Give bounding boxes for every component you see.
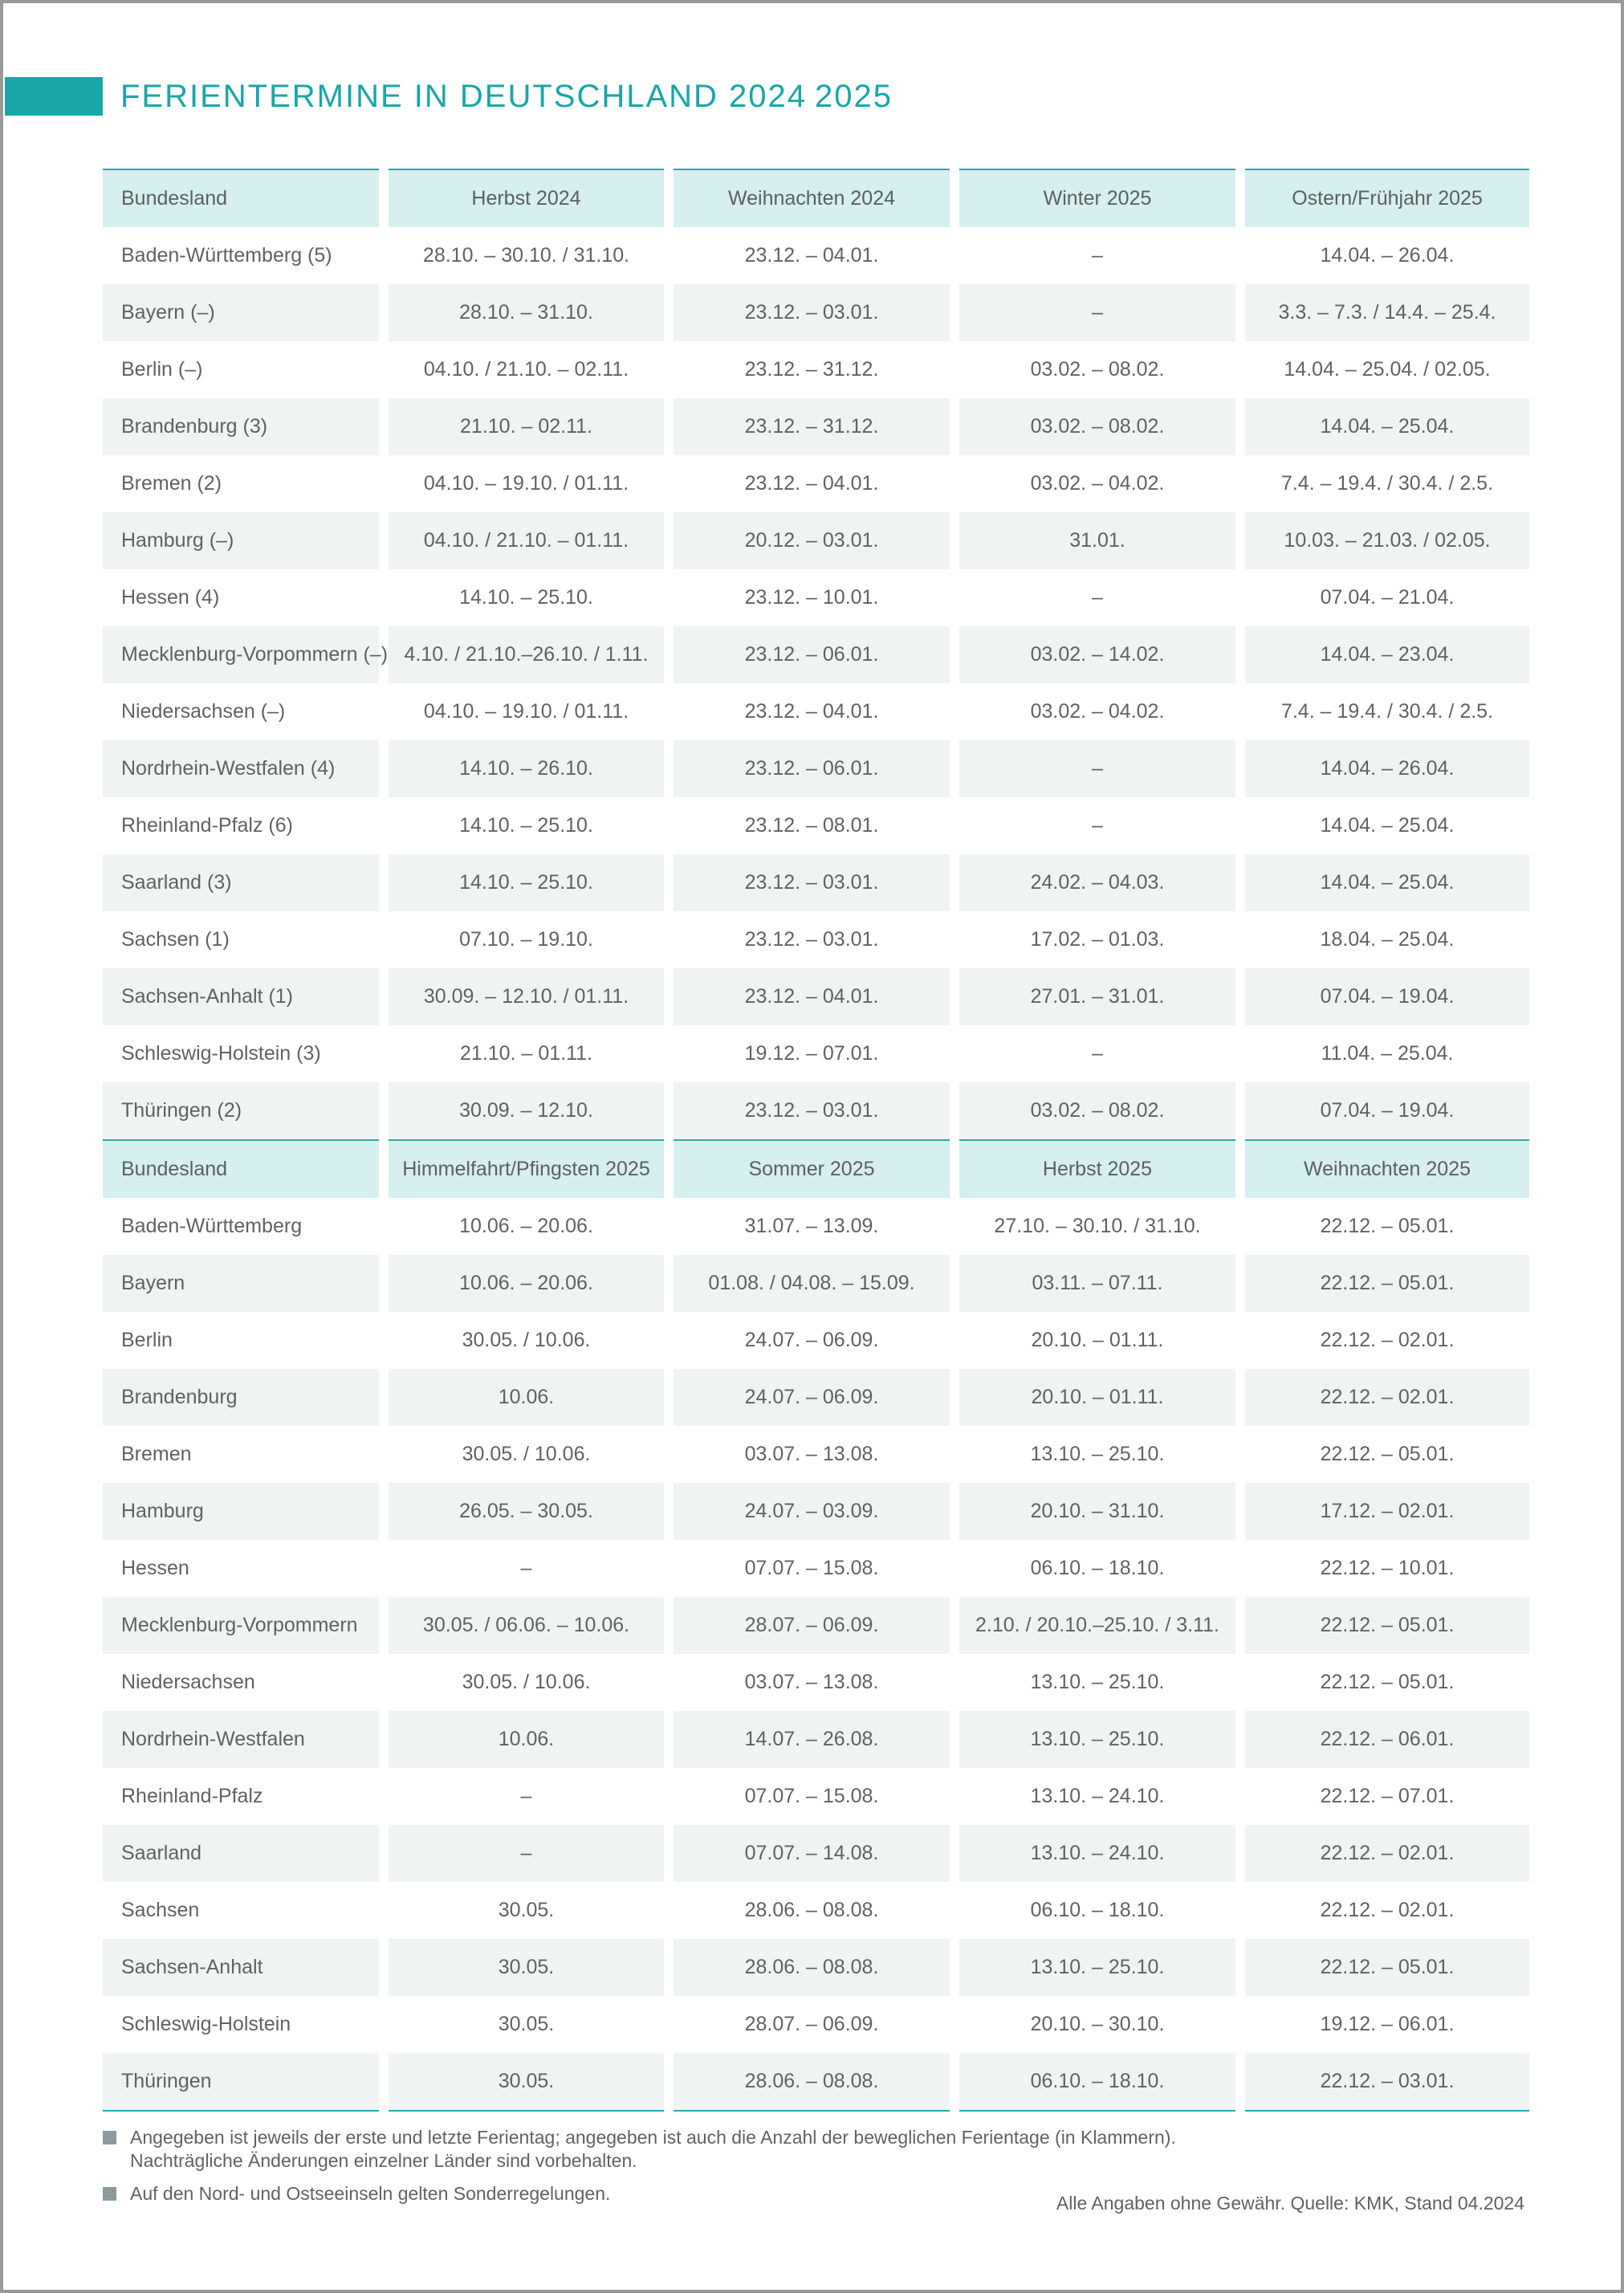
- date-cell: 03.07. – 13.08.: [669, 1426, 954, 1483]
- date-cell: 31.01.: [954, 512, 1240, 569]
- table-row: [103, 227, 1529, 284]
- date-cell: 23.12. – 06.01.: [669, 740, 954, 797]
- state-name-cell: Niedersachsen: [121, 1671, 255, 1693]
- date-cell: 11.04. – 25.04.: [1240, 1025, 1529, 1082]
- date-cell: 28.06. – 08.08.: [669, 2053, 954, 2111]
- table-row: [103, 1711, 1529, 1768]
- date-cell: 24.07. – 03.09.: [669, 1483, 954, 1540]
- table-row: [103, 1369, 1529, 1426]
- date-cell: 28.06. – 08.08.: [669, 1939, 954, 1996]
- state-name-cell: Saarland (3): [103, 854, 384, 911]
- state-name-cell: Bayern (–): [103, 284, 384, 341]
- state-name-cell: Hamburg (–): [103, 512, 384, 569]
- table-row: [103, 1426, 1529, 1483]
- state-name-cell: Berlin: [121, 1329, 173, 1351]
- header-row: [103, 169, 1529, 227]
- date-cell: 20.10. – 30.10.: [954, 1996, 1240, 2053]
- date-cell: 24.07. – 06.09.: [669, 1369, 954, 1426]
- column-header: Herbst 2025: [954, 1140, 1240, 1198]
- header-row: [103, 1140, 1529, 1198]
- date-cell: 2.10. / 20.10.–25.10. / 3.11.: [954, 1597, 1240, 1654]
- date-cell: 22.12. – 02.01.: [1240, 1312, 1529, 1369]
- state-name-cell: Brandenburg (3): [103, 398, 384, 455]
- date-cell: 19.12. – 07.01.: [669, 1025, 954, 1082]
- state-name-cell: Sachsen: [121, 1899, 200, 1921]
- date-cell: 22.12. – 02.01.: [1240, 1369, 1529, 1426]
- date-cell: 23.12. – 31.12.: [669, 341, 954, 398]
- state-name-cell: Bremen: [121, 1443, 192, 1465]
- holiday-table-2024: [103, 169, 1529, 1139]
- state-name-cell: Sachsen-Anhalt: [103, 1939, 384, 1996]
- date-cell: 27.01. – 31.01.: [954, 968, 1240, 1025]
- date-cell: 22.12. – 05.01.: [1240, 1597, 1529, 1654]
- column-header: Bundesland: [103, 1140, 384, 1198]
- date-cell: –: [954, 740, 1240, 797]
- date-cell: 03.02. – 04.02.: [954, 683, 1240, 740]
- date-cell: 14.04. – 25.04. / 02.05.: [1240, 341, 1529, 398]
- date-cell: 14.04. – 26.04.: [1240, 227, 1529, 284]
- date-cell: 22.12. – 05.01.: [1240, 1426, 1529, 1483]
- column-header: Winter 2025: [954, 169, 1240, 227]
- date-cell: 14.04. – 23.04.: [1240, 626, 1529, 683]
- date-cell: 07.07. – 14.08.: [669, 1825, 954, 1882]
- date-cell: 22.12. – 05.01.: [1240, 1255, 1529, 1312]
- state-name-cell: Rheinland-Pfalz: [121, 1785, 263, 1807]
- date-cell: 07.07. – 15.08.: [669, 1768, 954, 1825]
- date-cell: 01.08. / 04.08. – 15.09.: [669, 1255, 954, 1312]
- source-note: Alle Angaben ohne Gewähr. Quelle: KMK, Stand 04.2024: [1056, 2193, 1524, 2214]
- date-cell: 17.02. – 01.03.: [954, 911, 1240, 968]
- state-name-cell: Hamburg: [103, 1483, 384, 1540]
- date-cell: 10.03. – 21.03. / 02.05.: [1240, 512, 1529, 569]
- table-row: [103, 854, 1529, 911]
- date-cell: 13.10. – 25.10.: [954, 1711, 1240, 1768]
- table-row: [103, 1939, 1529, 1996]
- holiday-table-2025: [103, 1139, 1529, 2112]
- table-row: [103, 968, 1529, 1025]
- date-cell: 07.04. – 19.04.: [1240, 1082, 1529, 1139]
- table-row: [103, 1825, 1529, 1882]
- date-cell: 23.12. – 08.01.: [669, 797, 954, 854]
- table-row: [103, 797, 1529, 854]
- state-name-cell: Hessen (4): [121, 586, 220, 609]
- date-cell: –: [954, 284, 1240, 341]
- date-cell: 14.04. – 25.04.: [1240, 854, 1529, 911]
- date-cell: 03.02. – 08.02.: [954, 398, 1240, 455]
- date-cell: –: [954, 227, 1240, 284]
- date-cell: 13.10. – 24.10.: [954, 1768, 1240, 1825]
- table-row: [103, 1025, 1529, 1082]
- date-cell: 28.06. – 08.08.: [669, 1882, 954, 1939]
- date-cell: 03.02. – 14.02.: [954, 626, 1240, 683]
- date-cell: 04.10. / 21.10. – 01.11.: [384, 512, 669, 569]
- date-cell: –: [384, 1768, 669, 1825]
- date-cell: 19.12. – 06.01.: [1240, 1996, 1529, 2053]
- date-cell: 23.12. – 04.01.: [669, 968, 954, 1025]
- date-cell: 22.12. – 03.01.: [1240, 2053, 1529, 2111]
- state-name-cell: Schleswig-Holstein (3): [121, 1042, 321, 1065]
- state-name-cell: Baden-Württemberg (5): [121, 244, 332, 267]
- date-cell: 06.10. – 18.10.: [954, 1882, 1240, 1939]
- date-cell: 7.4. – 19.4. / 30.4. / 2.5.: [1240, 455, 1529, 512]
- date-cell: 13.10. – 25.10.: [954, 1939, 1240, 1996]
- holiday-tables: [103, 169, 1529, 2112]
- table-2024-body: [103, 169, 1529, 1139]
- date-cell: 14.10. – 25.10.: [384, 854, 669, 911]
- state-name-cell: Bayern: [103, 1255, 384, 1312]
- date-cell: 13.10. – 24.10.: [954, 1825, 1240, 1882]
- state-name-cell: Mecklenburg-Vorpommern (–): [103, 626, 384, 683]
- column-header: Bundesland: [103, 169, 384, 227]
- table-row: [103, 2053, 1529, 2111]
- date-cell: 4.10. / 21.10.–26.10. / 1.11.: [384, 626, 669, 683]
- date-cell: 04.10. – 19.10. / 01.11.: [384, 455, 669, 512]
- date-cell: 14.04. – 26.04.: [1240, 740, 1529, 797]
- state-name-cell: Mecklenburg-Vorpommern: [103, 1597, 384, 1654]
- table-row: [103, 398, 1529, 455]
- date-cell: 21.10. – 02.11.: [384, 398, 669, 455]
- state-name-cell: Berlin (–): [121, 358, 203, 381]
- date-cell: 22.12. – 06.01.: [1240, 1711, 1529, 1768]
- date-cell: 14.04. – 25.04.: [1240, 797, 1529, 854]
- date-cell: 22.12. – 05.01.: [1240, 1939, 1529, 1996]
- date-cell: 14.04. – 25.04.: [1240, 398, 1529, 455]
- footnotes: [103, 2126, 1529, 2215]
- date-cell: 20.12. – 03.01.: [669, 512, 954, 569]
- column-header: Ostern/Frühjahr 2025: [1240, 169, 1529, 227]
- date-cell: 22.12. – 07.01.: [1240, 1768, 1529, 1825]
- state-name-cell: Baden-Württemberg: [121, 1215, 303, 1237]
- date-cell: 28.07. – 06.09.: [669, 1597, 954, 1654]
- date-cell: 23.12. – 03.01.: [669, 1082, 954, 1139]
- date-cell: 27.10. – 30.10. / 31.10.: [954, 1198, 1240, 1255]
- date-cell: 22.12. – 05.01.: [1240, 1654, 1529, 1711]
- date-cell: 23.12. – 04.01.: [669, 683, 954, 740]
- date-cell: 3.3. – 7.3. / 14.4. – 25.4.: [1240, 284, 1529, 341]
- date-cell: 30.09. – 12.10. / 01.11.: [384, 968, 669, 1025]
- footnote-bullet-square: [103, 2187, 116, 2201]
- date-cell: 23.12. – 03.01.: [669, 854, 954, 911]
- date-cell: 14.10. – 25.10.: [384, 797, 669, 854]
- date-cell: 23.12. – 03.01.: [669, 284, 954, 341]
- table-row: [103, 1768, 1529, 1825]
- date-cell: 03.02. – 04.02.: [954, 455, 1240, 512]
- date-cell: 10.06.: [384, 1711, 669, 1768]
- date-cell: 03.07. – 13.08.: [669, 1654, 954, 1711]
- date-cell: 20.10. – 01.11.: [954, 1369, 1240, 1426]
- state-name-cell: Hessen: [121, 1557, 189, 1579]
- table-row: [103, 512, 1529, 569]
- footnote-1: [103, 2126, 1529, 2173]
- date-cell: 30.05.: [384, 1882, 669, 1939]
- table-row: [103, 341, 1529, 398]
- date-cell: 23.12. – 03.01.: [669, 911, 954, 968]
- column-header: Herbst 2024: [384, 169, 669, 227]
- date-cell: 18.04. – 25.04.: [1240, 911, 1529, 968]
- table-row: [103, 1198, 1529, 1255]
- date-cell: 13.10. – 25.10.: [954, 1654, 1240, 1711]
- column-header: Sommer 2025: [669, 1140, 954, 1198]
- date-cell: 30.05.: [384, 1996, 669, 2053]
- table-row: [103, 1255, 1529, 1312]
- date-cell: 07.07. – 15.08.: [669, 1540, 954, 1597]
- date-cell: 10.06. – 20.06.: [384, 1255, 669, 1312]
- date-cell: 17.12. – 02.01.: [1240, 1483, 1529, 1540]
- table-row: [103, 1996, 1529, 2053]
- state-name-cell: Sachsen-Anhalt (1): [103, 968, 384, 1025]
- date-cell: 30.05.: [384, 2053, 669, 2111]
- date-cell: 20.10. – 31.10.: [954, 1483, 1240, 1540]
- footnote-bullet-square: [103, 2131, 116, 2144]
- date-cell: 22.12. – 05.01.: [1240, 1198, 1529, 1255]
- date-cell: 23.12. – 04.01.: [669, 227, 954, 284]
- date-cell: 03.02. – 08.02.: [954, 341, 1240, 398]
- date-cell: 28.10. – 31.10.: [384, 284, 669, 341]
- state-name-cell: Nordrhein-Westfalen (4): [103, 740, 384, 797]
- state-name-cell: Niedersachsen (–): [121, 700, 286, 723]
- date-cell: 14.10. – 26.10.: [384, 740, 669, 797]
- table-row: [103, 1540, 1529, 1597]
- date-cell: 14.10. – 25.10.: [384, 569, 669, 626]
- state-name-cell: Thüringen (2): [103, 1082, 384, 1139]
- table-row: [103, 1882, 1529, 1939]
- title-accent-bar: [5, 77, 103, 116]
- date-cell: –: [954, 569, 1240, 626]
- date-cell: 23.12. – 06.01.: [669, 626, 954, 683]
- date-cell: 30.05. / 06.06. – 10.06.: [384, 1597, 669, 1654]
- date-cell: 22.12. – 02.01.: [1240, 1882, 1529, 1939]
- date-cell: 07.10. – 19.10.: [384, 911, 669, 968]
- date-cell: 14.07. – 26.08.: [669, 1711, 954, 1768]
- state-name-cell: Rheinland-Pfalz (6): [121, 814, 293, 837]
- date-cell: 06.10. – 18.10.: [954, 1540, 1240, 1597]
- state-name-cell: Bremen (2): [121, 472, 222, 495]
- state-name-cell: Brandenburg: [103, 1369, 384, 1426]
- date-cell: 20.10. – 01.11.: [954, 1312, 1240, 1369]
- date-cell: 30.05. / 10.06.: [384, 1312, 669, 1369]
- date-cell: 07.04. – 19.04.: [1240, 968, 1529, 1025]
- date-cell: 7.4. – 19.4. / 30.4. / 2.5.: [1240, 683, 1529, 740]
- table-row: [103, 626, 1529, 683]
- date-cell: 10.06. – 20.06.: [384, 1198, 669, 1255]
- table-row: [103, 455, 1529, 512]
- table-row: [103, 1312, 1529, 1369]
- date-cell: 23.12. – 31.12.: [669, 398, 954, 455]
- table-row: [103, 740, 1529, 797]
- column-header: Himmelfahrt/Pfingsten 2025: [384, 1140, 669, 1198]
- date-cell: 28.10. – 30.10. / 31.10.: [384, 227, 669, 284]
- footnote-1-line-1: Angegeben ist jeweils der erste und letzte Ferientag; angegeben ist auch die Anzahl der beweglichen Ferientage (in Klammern).: [130, 2127, 1176, 2148]
- state-name-cell: Nordrhein-Westfalen: [103, 1711, 384, 1768]
- state-name-cell: Schleswig-Holstein: [121, 2013, 291, 2035]
- table-2025-body: [103, 1140, 1529, 2111]
- date-cell: 30.09. – 12.10.: [384, 1082, 669, 1139]
- state-name-cell: Thüringen: [103, 2053, 384, 2111]
- date-cell: 13.10. – 25.10.: [954, 1426, 1240, 1483]
- page-title: FERIENTERMINE IN DEUTSCHLAND 2024 2025: [120, 79, 893, 114]
- table-row: [103, 1597, 1529, 1654]
- date-cell: 07.04. – 21.04.: [1240, 569, 1529, 626]
- table-row: [103, 683, 1529, 740]
- date-cell: 10.06.: [384, 1369, 669, 1426]
- date-cell: 30.05. / 10.06.: [384, 1426, 669, 1483]
- footnote-1-line-2: Nachträgliche Änderungen einzelner Länder sind vorbehalten.: [130, 2150, 637, 2171]
- table-row: [103, 911, 1529, 968]
- date-cell: –: [384, 1825, 669, 1882]
- date-cell: 28.07. – 06.09.: [669, 1996, 954, 2053]
- date-cell: 03.11. – 07.11.: [954, 1255, 1240, 1312]
- date-cell: –: [954, 1025, 1240, 1082]
- date-cell: 26.05. – 30.05.: [384, 1483, 669, 1540]
- date-cell: 04.10. / 21.10. – 02.11.: [384, 341, 669, 398]
- date-cell: 23.12. – 10.01.: [669, 569, 954, 626]
- table-row: [103, 1483, 1529, 1540]
- date-cell: 23.12. – 04.01.: [669, 455, 954, 512]
- date-cell: 22.12. – 10.01.: [1240, 1540, 1529, 1597]
- table-row: [103, 284, 1529, 341]
- table-row: [103, 569, 1529, 626]
- date-cell: 04.10. – 19.10. / 01.11.: [384, 683, 669, 740]
- column-header: Weihnachten 2024: [669, 169, 954, 227]
- footnote-2-text: Auf den Nord- und Ostseeinseln gelten Sonderregelungen.: [130, 2183, 611, 2204]
- date-cell: 31.07. – 13.09.: [669, 1198, 954, 1255]
- date-cell: 30.05.: [384, 1939, 669, 1996]
- date-cell: 30.05. / 10.06.: [384, 1654, 669, 1711]
- date-cell: 22.12. – 02.01.: [1240, 1825, 1529, 1882]
- date-cell: –: [384, 1540, 669, 1597]
- state-name-cell: Sachsen (1): [121, 928, 230, 951]
- state-name-cell: Saarland: [103, 1825, 384, 1882]
- table-row: [103, 1654, 1529, 1711]
- date-cell: 06.10. – 18.10.: [954, 2053, 1240, 2111]
- date-cell: 03.02. – 08.02.: [954, 1082, 1240, 1139]
- column-header: Weihnachten 2025: [1240, 1140, 1529, 1198]
- date-cell: 24.07. – 06.09.: [669, 1312, 954, 1369]
- date-cell: 21.10. – 01.11.: [384, 1025, 669, 1082]
- date-cell: –: [954, 797, 1240, 854]
- date-cell: 24.02. – 04.03.: [954, 854, 1240, 911]
- table-row: [103, 1082, 1529, 1139]
